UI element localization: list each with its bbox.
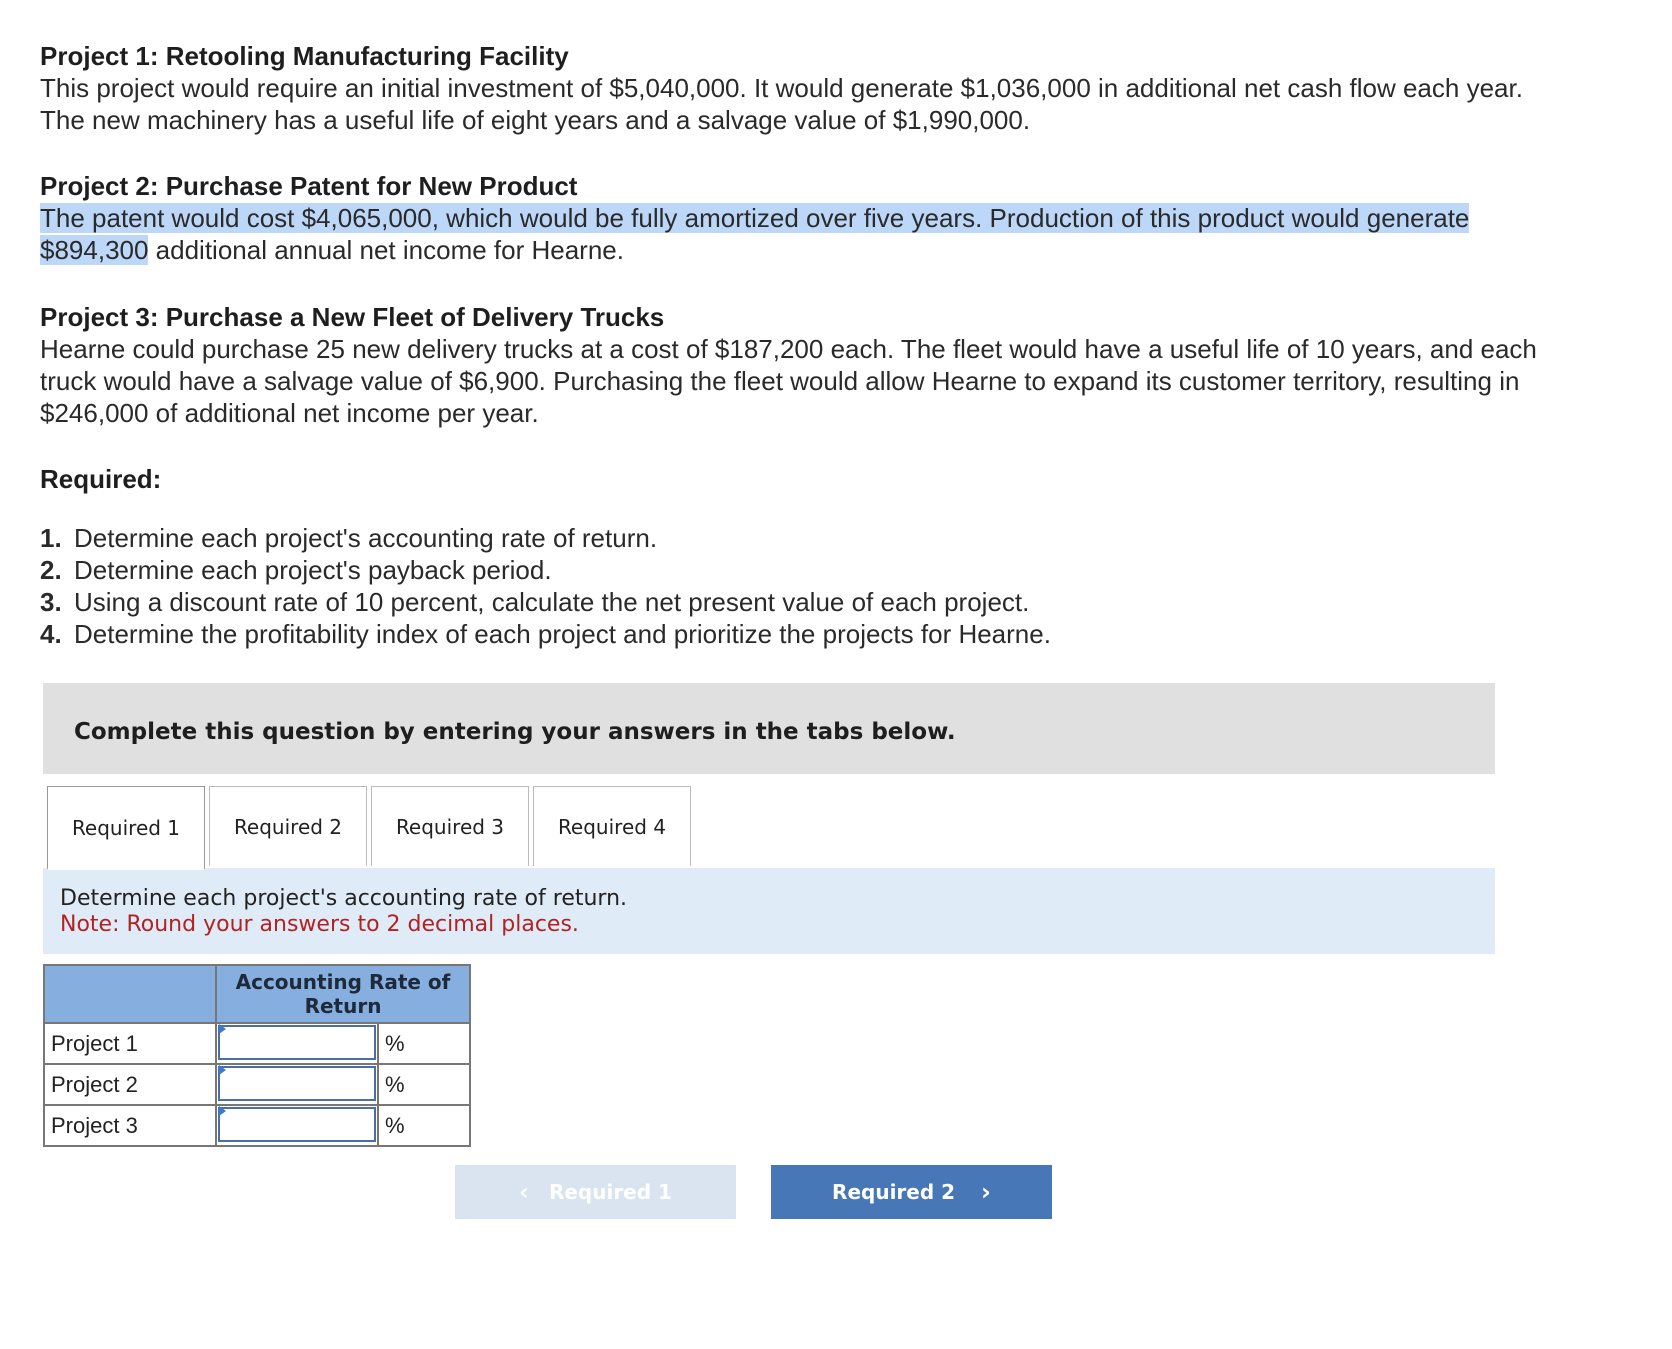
required-list (40, 522, 1051, 650)
table-row (44, 1064, 470, 1105)
table-row (44, 1105, 470, 1146)
project-2-description (40, 170, 1640, 266)
percent-unit: % (378, 1105, 470, 1146)
project-2-title: Project 2: Purchase Patent for New Product (40, 171, 578, 201)
project-3-text-line1: Hearne could purchase 25 new delivery trucks at a cost of $187,200 each. The fleet would have a useful life of 10 years, and each (40, 334, 1537, 364)
row-label: Project 2 (44, 1064, 216, 1105)
answer-cell (216, 1105, 378, 1146)
tab-required-1[interactable]: Required 1 (47, 786, 205, 870)
answer-cell (216, 1023, 378, 1064)
table-row (44, 1023, 470, 1064)
project-3-text-line2: truck would have a salvage value of $6,900. Purchasing the fleet would allow Hearne to expand its customer territory, resulting in (40, 366, 1520, 396)
required-item: 4. Determine the profitability index of each project and prioritize the projects for Hearne. (40, 619, 1051, 649)
project-2-text-line2: $894,300 additional annual net income for Hearne. (40, 235, 624, 265)
required-item: 2. Determine each project's payback period. (40, 555, 552, 585)
selected-text-2: $894,300 (40, 235, 149, 265)
arr-input-project-2[interactable] (218, 1066, 376, 1101)
tab-bar (43, 786, 1495, 870)
required-heading: Required: (40, 464, 162, 494)
table-corner-cell (44, 965, 216, 1023)
table-header-row (44, 965, 470, 1023)
project-2-text-line1 (40, 202, 1640, 234)
instruction-text: Complete this question by entering your answers in the tabs below. (74, 719, 956, 745)
tab-required-3[interactable]: Required 3 (371, 786, 529, 866)
input-flag-icon (219, 1106, 226, 1116)
prev-required-button[interactable] (455, 1165, 736, 1219)
row-label: Project 1 (44, 1023, 216, 1064)
arr-input-project-1[interactable] (218, 1025, 376, 1060)
prev-button-label: Required 1 (548, 1180, 672, 1204)
input-flag-icon (219, 1024, 226, 1034)
arr-input-project-3[interactable] (218, 1107, 376, 1142)
project-1-title: Project 1: Retooling Manufacturing Facility (40, 41, 569, 71)
chevron-left-icon: ‹ (519, 1178, 529, 1206)
answer-table (43, 964, 471, 1147)
project-1-text-line1: This project would require an initial investment of $5,040,000. It would generate $1,036,000 in additional net cash flow each year. (40, 73, 1523, 103)
tab-required-4[interactable]: Required 4 (533, 786, 691, 866)
percent-unit: % (378, 1023, 470, 1064)
input-flag-icon (219, 1065, 226, 1075)
column-header-arr: Accounting Rate of Return (216, 965, 470, 1023)
percent-unit: % (378, 1064, 470, 1105)
project-1-text-line2: The new machinery has a useful life of eight years and a salvage value of $1,990,000. (40, 105, 1031, 135)
selected-text: The patent would cost $4,065,000, which would be fully amortized over five years. Production of this product would generate (40, 203, 1470, 233)
row-label: Project 3 (44, 1105, 216, 1146)
next-required-button[interactable] (771, 1165, 1052, 1219)
project-3-text-line3: $246,000 of additional net income per year. (40, 398, 539, 428)
required-item: 1. Determine each project's accounting rate of return. (40, 523, 658, 553)
question-panel (43, 868, 1495, 954)
project-3-description (40, 301, 1640, 429)
answer-cell (216, 1064, 378, 1105)
project-3-title: Project 3: Purchase a New Fleet of Delivery Trucks (40, 302, 665, 332)
project-1-description (40, 40, 1640, 136)
required-item: 3. Using a discount rate of 10 percent, calculate the net present value of each project. (40, 587, 1030, 617)
question-text: Determine each project's accounting rate of return. (60, 886, 628, 911)
chevron-right-icon: › (981, 1178, 991, 1206)
rounding-note: Note: Round your answers to 2 decimal places. (60, 912, 579, 937)
next-button-label: Required 2 (832, 1180, 956, 1204)
tab-required-2[interactable]: Required 2 (209, 786, 367, 866)
instruction-banner (43, 683, 1495, 774)
